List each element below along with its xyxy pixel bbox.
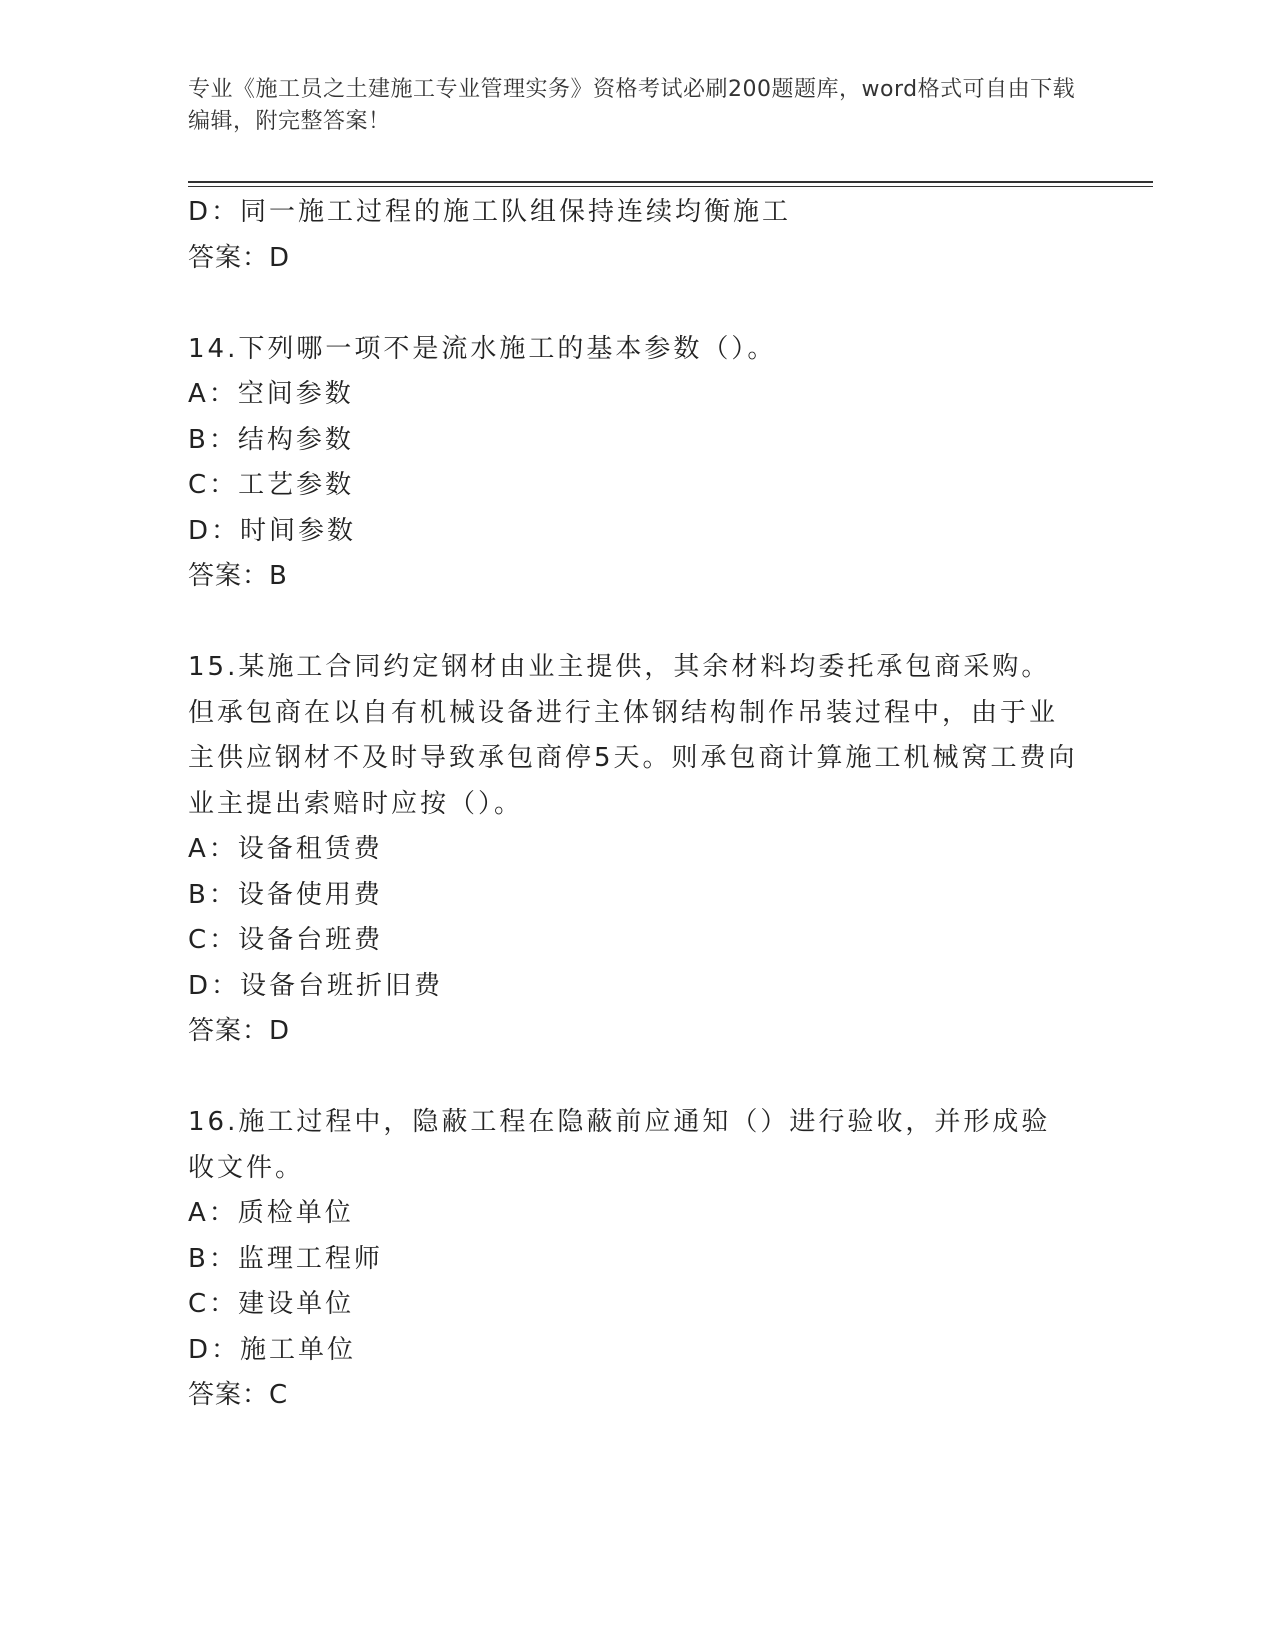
header-rule-thin <box>188 186 1153 187</box>
q15-answer: 答案：D <box>188 1016 291 1046</box>
q15-option-b: B：设备使用费 <box>188 879 383 910</box>
header-rule-thick <box>188 181 1153 183</box>
q15-option-c: C：设备台班费 <box>188 925 384 955</box>
spacer <box>188 281 1078 327</box>
q14-option-a: A：空间参数 <box>188 379 354 409</box>
q15-option-a: A：设备租赁费 <box>188 834 383 864</box>
q16-answer: 答案：C <box>188 1380 289 1410</box>
q14-option-c: C：工艺参数 <box>188 470 355 500</box>
q16-question: 16.施工过程中，隐蔽工程在隐蔽前应通知（）进行验收，并形成验收文件。 <box>188 1107 1051 1183</box>
q16-option-c: C：建设单位 <box>188 1289 355 1319</box>
q14-option-d: D：时间参数 <box>188 515 357 546</box>
q15-option-d: D：设备台班折旧费 <box>188 970 444 1001</box>
q14-answer: 答案：B <box>188 561 288 591</box>
q16-option-d: D：施工单位 <box>188 1334 357 1365</box>
question-list <box>188 190 1078 1419</box>
prev-answer: 答案：D <box>188 242 291 273</box>
spacer <box>188 1055 1078 1101</box>
q14-option-b: B：结构参数 <box>188 424 354 455</box>
q15-question: 15.某施工合同约定钢材由业主提供，其余材料均委托承包商采购。但承包商在以自有机械设备进行主体钢结构制作吊装过程中，由于业主供应钢材不及时导致承包商停5天。则承包商计算施工机械窝工费向业主提出索赔时应按（）。 <box>188 652 1078 819</box>
q16-option-b: B：监理工程师 <box>188 1243 383 1274</box>
q14-question: 14.下列哪一项不是流水施工的基本参数（）。 <box>188 333 777 364</box>
spacer <box>188 600 1078 646</box>
q16-option-a: A：质检单位 <box>188 1198 354 1228</box>
prev-option-d: D：同一施工过程的施工队组保持连续均衡施工 <box>188 197 792 227</box>
document-header: 专业《施工员之土建施工专业管理实务》资格考试必刷200题题库，word格式可自由下载编辑，附完整答案！ <box>188 77 1076 134</box>
